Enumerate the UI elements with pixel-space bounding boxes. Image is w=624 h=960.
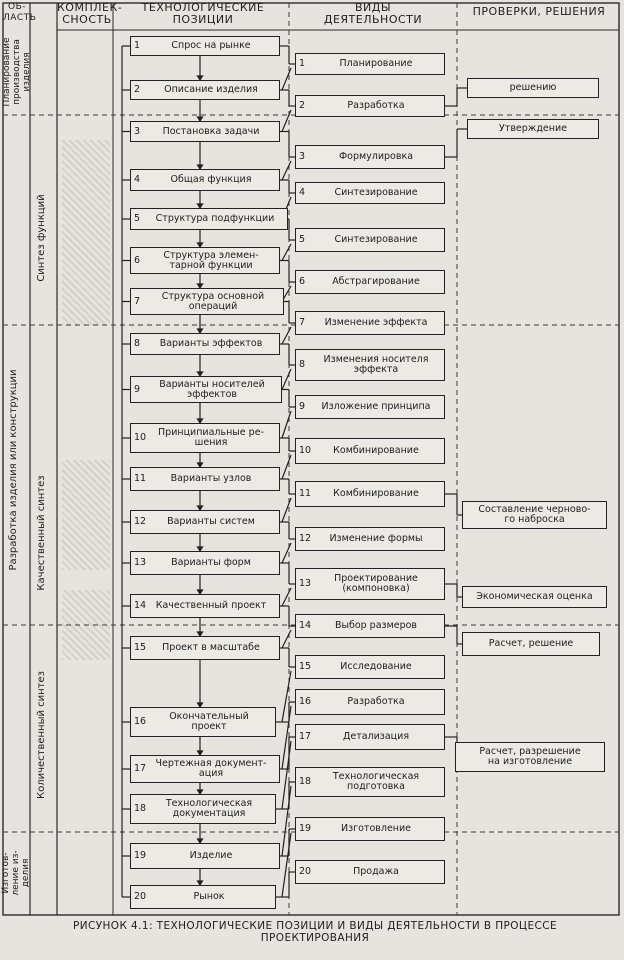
stage-quantitative-synthesis: Количественный синтез <box>36 670 47 800</box>
position-box: 17 Чертежная документ- ация <box>130 755 280 783</box>
position-box: 9 Варианты носителей эффектов <box>130 376 282 403</box>
position-box: 2 Описание изделия <box>130 80 280 100</box>
flow-line <box>282 68 291 90</box>
position-box: 20 Рынок <box>130 885 276 909</box>
check-draft-sketch: Составление черново- го наброска <box>462 501 607 529</box>
activity-box: 17 Детализация <box>295 724 445 750</box>
flow-line <box>282 588 291 606</box>
flow-line <box>282 498 291 522</box>
activity-box: 20 Продажа <box>295 860 445 884</box>
flow-line <box>282 369 291 390</box>
activity-box: 8 Изменения носителя эффекта <box>295 349 445 381</box>
activity-box: 15 Исследование <box>295 655 445 679</box>
position-box: 5 Структура подфункции <box>130 208 288 230</box>
activity-box: 18 Технологическая подготовка <box>295 767 445 797</box>
flow-line <box>282 411 291 438</box>
area-development: Разработка изделия или конструкции <box>8 369 19 571</box>
activity-box: 6 Абстрагирование <box>295 270 445 294</box>
check-decision: решению <box>467 78 599 98</box>
position-box: 4 Общая функция <box>130 169 280 191</box>
position-box: 15 Проект в масштабе <box>130 636 280 660</box>
activity-box: 3 Формулировка <box>295 145 445 169</box>
check-calculation-decision: Расчет, решение <box>462 632 600 656</box>
position-box: 11 Варианты узлов <box>130 467 280 491</box>
activity-box: 11 Комбинирование <box>295 481 445 507</box>
area-manufacturing: Изготов- ление из- делия <box>1 850 31 896</box>
activity-box: 16 Разработка <box>295 689 445 715</box>
check-approval: Утверждение <box>467 119 599 139</box>
position-box: 18 Технологическая документация <box>130 794 276 824</box>
position-box: 19 Изделие <box>130 843 280 869</box>
position-box: 10 Принципиальные ре- шения <box>130 423 280 453</box>
position-box: 3 Постановка задачи <box>130 121 280 142</box>
figure-caption: РИСУНОК 4.1: ТЕХНОЛОГИЧЕСКИЕ ПОЗИЦИИ И ВИДЫ ДЕЯТЕЛЬНОСТИ В ПРОЦЕССЕ ПРОЕКТИРОВАНИЯ <box>72 920 557 944</box>
activity-box: 19 Изготовление <box>295 817 445 841</box>
area-planning: Планирование производства изделия <box>2 37 32 107</box>
position-box: 12 Варианты систем <box>130 510 280 534</box>
activity-box: 7 Изменение эффекта <box>295 311 445 335</box>
header-positions: ТЕХНОЛОГИЧЕСКИЕ ПОЗИЦИИ <box>141 1 265 26</box>
flow-line <box>282 161 291 180</box>
header-area: ОБ- ЛАСТЬ <box>3 2 37 23</box>
stage-function-synthesis: Синтез функций <box>36 194 47 282</box>
check-economic-evaluation: Экономическая оценка <box>462 586 607 608</box>
activity-box: 10 Комбинирование <box>295 438 445 464</box>
activity-box: 12 Изменение формы <box>295 527 445 551</box>
activity-box: 1 Планирование <box>295 53 445 75</box>
stage-qualitative-synthesis: Качественный синтез <box>36 475 47 591</box>
activity-box: 13 Проектирование (компоновка) <box>295 568 445 600</box>
check-manufacturing-permit: Расчет, разрешение на изготовление <box>455 742 605 772</box>
header-activities: ВИДЫ ДЕЯТЕЛЬНОСТИ <box>323 1 423 26</box>
flow-line <box>282 543 291 563</box>
flow-line <box>282 244 291 261</box>
position-box: 1 Спрос на рынке <box>130 36 280 56</box>
position-box: 14 Качественный проект <box>130 594 280 618</box>
flow-line <box>282 327 291 344</box>
flow-line <box>282 630 291 648</box>
position-box: 7 Структура основной операций <box>130 288 284 315</box>
flow-line <box>282 455 291 479</box>
activity-box: 5 Синтезирование <box>295 228 445 252</box>
position-box: 13 Варианты форм <box>130 551 280 575</box>
flow-line <box>282 110 291 132</box>
position-box: 8 Варианты эффектов <box>130 333 280 355</box>
position-box: 6 Структура элемен- тарной функции <box>130 247 280 274</box>
activity-box: 4 Синтезирование <box>295 182 445 204</box>
header-checks: ПРОВЕРКИ, РЕШЕНИЯ <box>472 5 606 18</box>
activity-box: 14 Выбор размеров <box>295 614 445 638</box>
activity-box: 9 Изложение принципа <box>295 395 445 419</box>
position-box: 16 Окончательный проект <box>130 707 276 737</box>
activity-box: 2 Разработка <box>295 95 445 117</box>
header-complexity: КОМПЛЕК- СНОСТЬ <box>57 1 123 26</box>
